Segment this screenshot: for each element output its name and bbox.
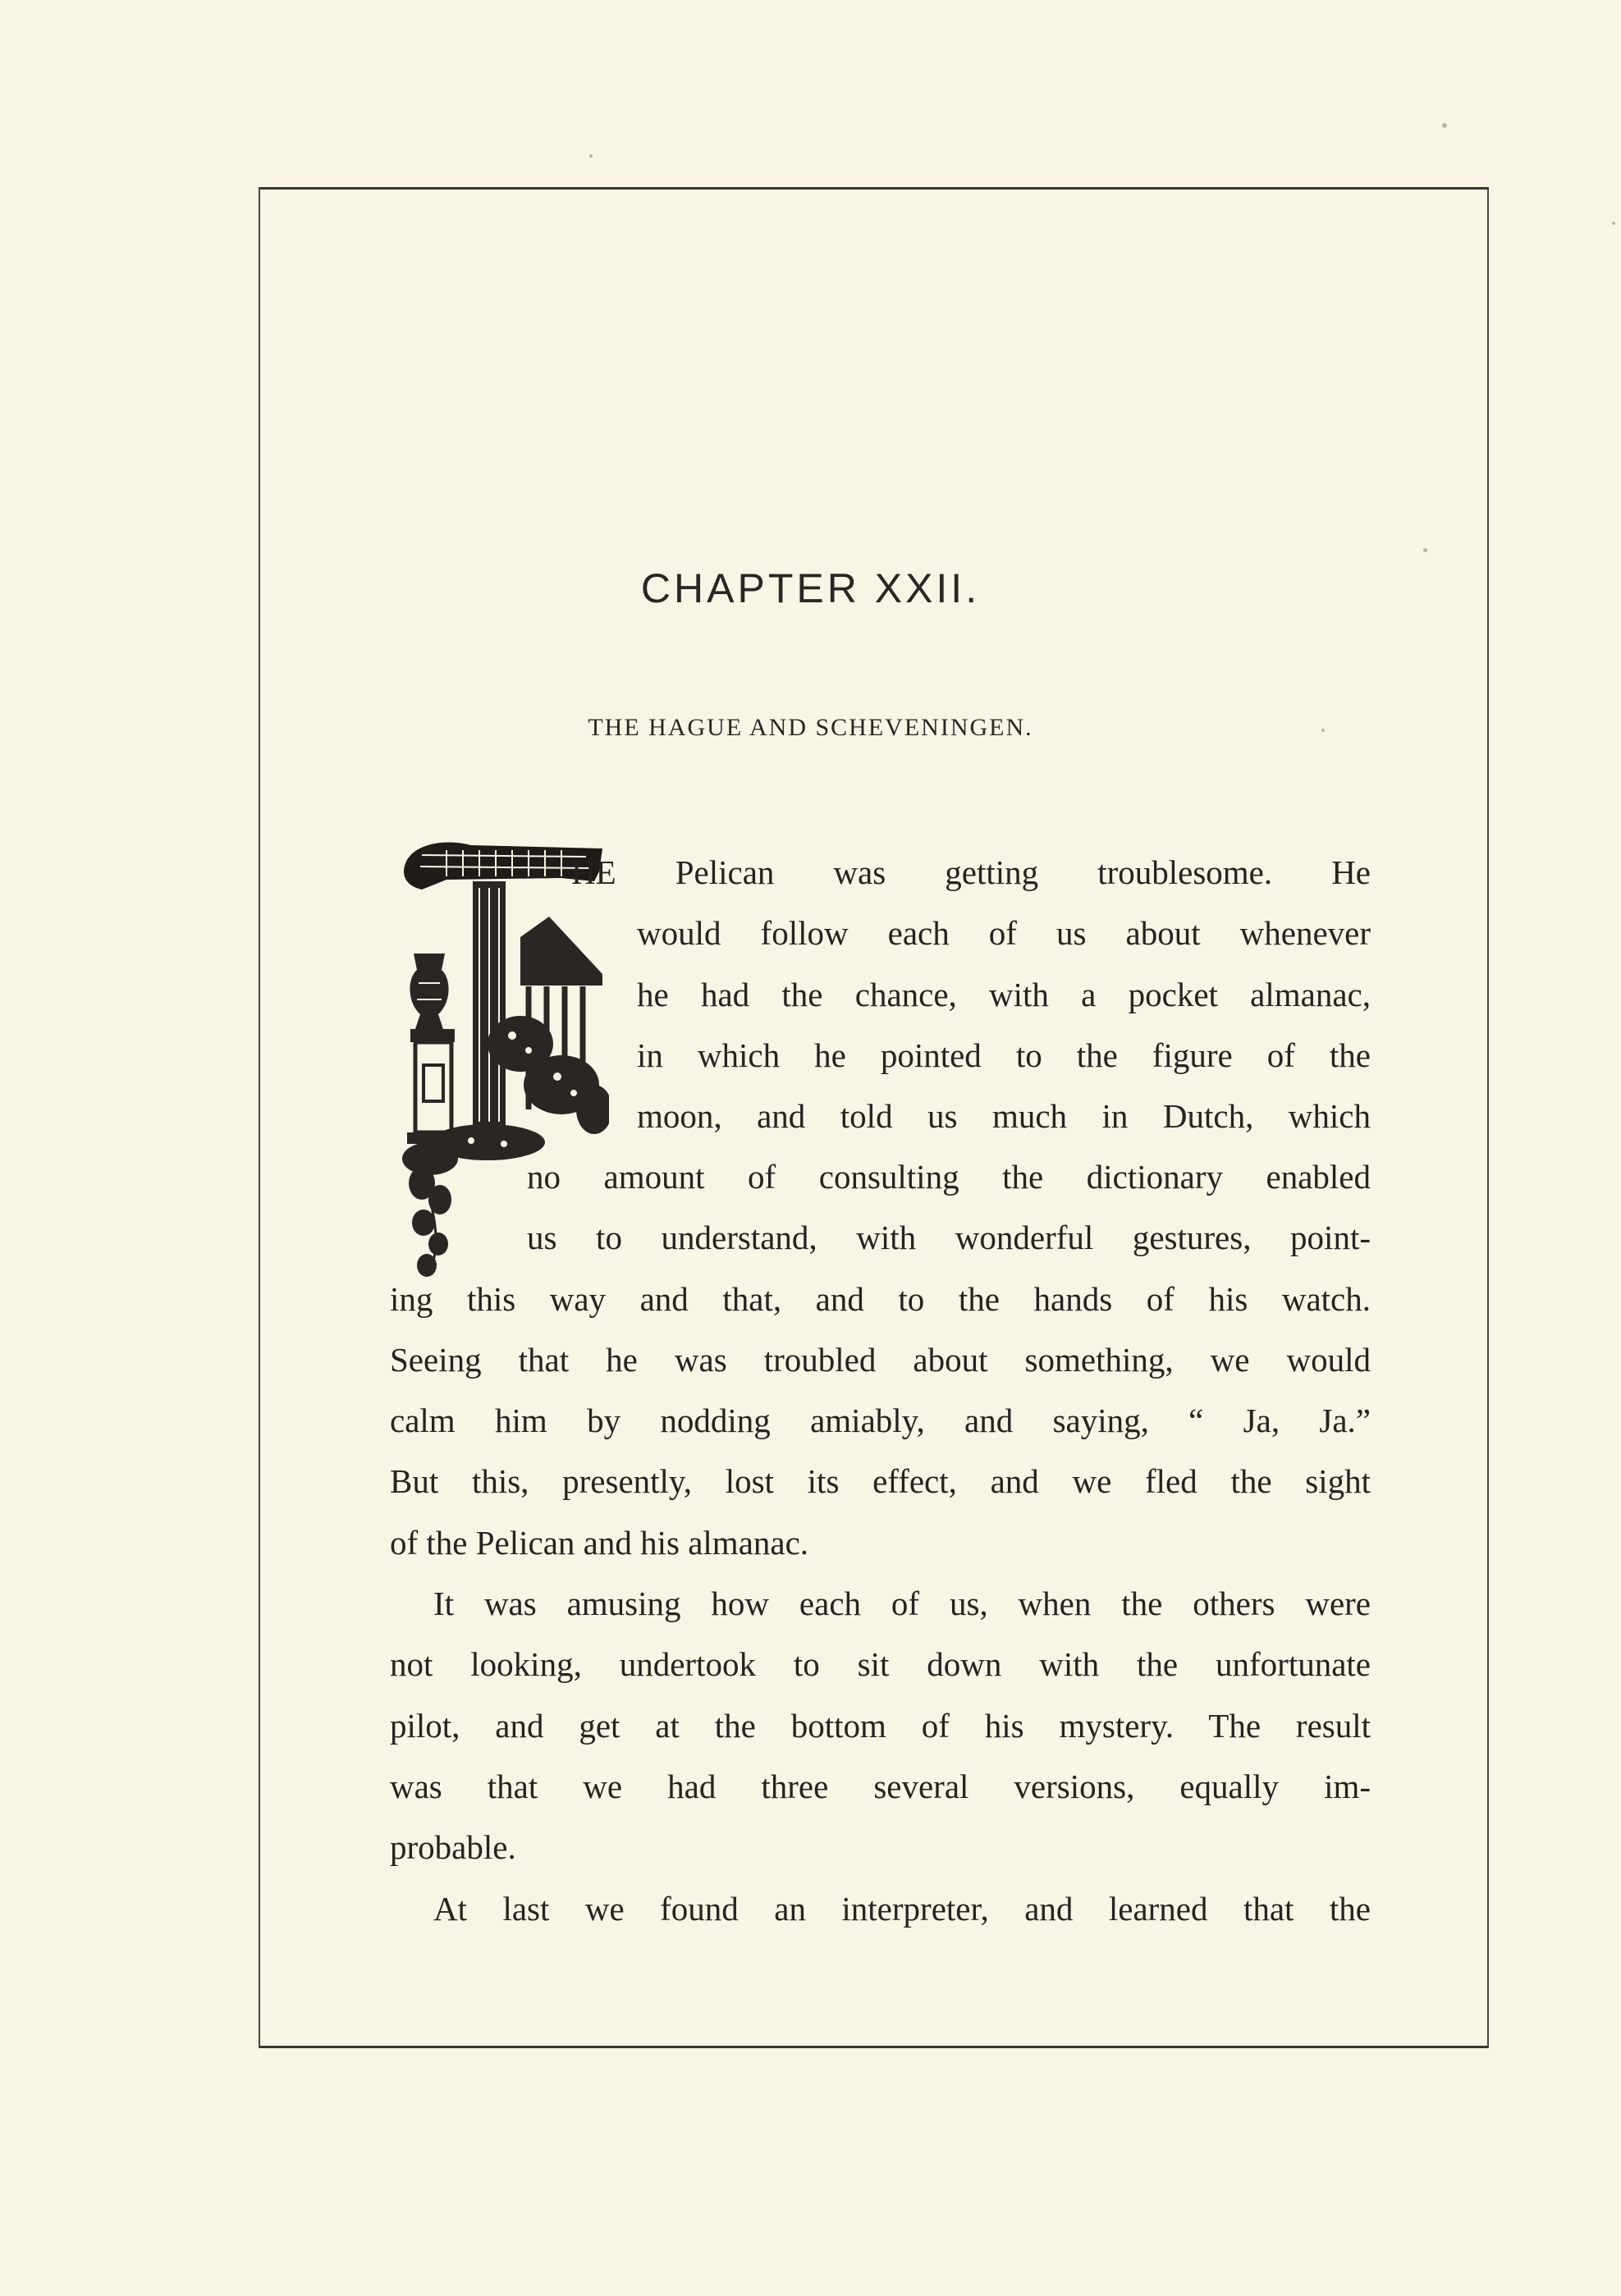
text-line: But this, presently, lost its effect, and we fled the sight xyxy=(390,1462,1371,1500)
text-line: ing this way and that, and to the hands of his watch. xyxy=(390,1280,1371,1318)
text-line: was that we had three several versions, equally im- xyxy=(390,1768,1371,1805)
ornamental-drop-cap-icon xyxy=(397,839,609,1282)
paper-speck xyxy=(589,154,593,158)
text-line: not looking, undertook to sit down with the unfortunate xyxy=(390,1645,1371,1683)
text-line: At last we found an interpreter, and learned that the xyxy=(433,1890,1371,1928)
paper-speck xyxy=(1442,123,1447,128)
text-line: HE Pelican was getting troublesome. He xyxy=(571,853,1371,891)
text-line: he had the chance, with a pocket almanac, xyxy=(637,976,1371,1013)
text-line: no amount of consulting the dictionary enabled xyxy=(527,1158,1371,1196)
text-line: us to understand, with wonderful gestures, point- xyxy=(527,1219,1371,1256)
text-line: moon, and told us much in Dutch, which xyxy=(637,1097,1371,1135)
text-line: It was amusing how each of us, when the others were xyxy=(433,1585,1371,1622)
paper-speck xyxy=(1612,222,1615,225)
chapter-subtitle: THE HAGUE AND SCHEVENINGEN. xyxy=(588,714,1033,741)
text-line: pilot, and get at the bottom of his mystery. The result xyxy=(390,1707,1371,1745)
text-line: of the Pelican and his almanac. xyxy=(390,1524,809,1562)
text-line: in which he pointed to the figure of the xyxy=(637,1036,1371,1074)
paper-speck xyxy=(1423,548,1427,552)
text-line: probable. xyxy=(390,1828,516,1866)
text-line: calm him by nodding amiably, and saying, “ Ja, Ja.” xyxy=(390,1402,1371,1439)
chapter-title: CHAPTER XXII. xyxy=(640,565,981,611)
paper-speck xyxy=(1321,729,1325,732)
text-line: Seeing that he was troubled about something, we would xyxy=(390,1341,1371,1379)
text-line: would follow each of us about whenever xyxy=(637,914,1371,952)
